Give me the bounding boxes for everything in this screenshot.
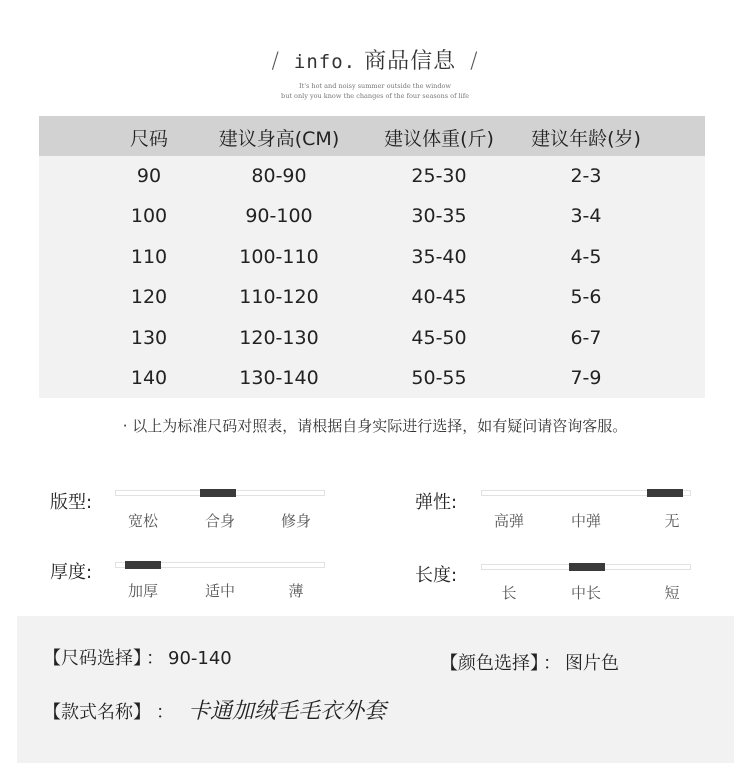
row-weight: 40-45 <box>411 286 467 308</box>
size-table-header <box>39 116 705 156</box>
info-style-value: 卡通加绒毛毛衣外套 <box>188 699 387 724</box>
info-color <box>440 649 619 675</box>
attr-fit-marker <box>200 489 236 497</box>
row-age: 3-4 <box>570 205 602 227</box>
header-cell-size: 尺码 <box>129 128 168 150</box>
attr-thickness-option: 适中 <box>204 582 235 600</box>
row-size: 120 <box>130 286 168 308</box>
subtitle-line-1: It's hot and noisy summer outside the window <box>299 82 451 90</box>
attr-length-option: 中长 <box>570 584 601 602</box>
info-color-label: 【颜色选择】 <box>440 653 539 674</box>
row-height: 80-90 <box>251 165 307 187</box>
attr-elasticity-marker <box>647 489 683 497</box>
row-age: 2-3 <box>570 165 602 187</box>
info-style <box>43 694 386 725</box>
attr-elasticity-option: 无 <box>664 512 680 530</box>
attr-length-option: 短 <box>664 584 680 602</box>
row-age: 7-9 <box>570 367 602 389</box>
attr-elasticity-option: 高弹 <box>493 512 524 530</box>
attr-elasticity-option: 中弹 <box>570 512 601 530</box>
title-slash-left: / <box>271 49 280 74</box>
row-size: 130 <box>130 327 168 349</box>
info-style-colon: ： <box>156 702 174 723</box>
row-height: 130-140 <box>239 367 319 389</box>
row-weight: 30-35 <box>411 205 467 227</box>
title-cn: 商品信息 <box>364 49 457 74</box>
attr-elasticity-label: 弹性: <box>415 492 458 513</box>
product-info-box <box>17 616 734 763</box>
row-size: 110 <box>130 246 168 268</box>
attr-length-option: 长 <box>501 584 517 602</box>
row-size: 90 <box>136 165 162 187</box>
info-color-colon: ： <box>543 653 561 674</box>
row-height: 100-110 <box>239 246 319 268</box>
info-size-colon: ： <box>146 648 164 669</box>
title-en: info. <box>293 51 357 73</box>
row-weight: 35-40 <box>411 246 467 268</box>
attr-fit-option: 宽松 <box>127 512 158 530</box>
row-age: 5-6 <box>570 286 602 308</box>
info-style-label: 【款式名称】 <box>43 702 142 723</box>
attr-thickness-option: 薄 <box>288 582 304 600</box>
title-slash-right: / <box>470 49 479 74</box>
header-cell-weight: 建议体重(斤) <box>384 128 494 150</box>
header-cell-height: 建议身高(CM) <box>218 128 340 150</box>
info-size-label: 【尺码选择】 <box>43 648 142 669</box>
info-size-value: 90-140 <box>168 648 232 669</box>
attr-thickness-option: 加厚 <box>127 582 158 600</box>
size-table <box>39 116 705 398</box>
row-age: 4-5 <box>570 246 602 268</box>
row-weight: 45-50 <box>411 327 467 349</box>
attr-fit-option: 合身 <box>204 512 235 530</box>
subtitle <box>0 81 750 101</box>
row-height: 120-130 <box>239 327 319 349</box>
row-size: 140 <box>130 367 168 389</box>
section-title <box>0 44 750 75</box>
row-height: 90-100 <box>245 205 313 227</box>
row-weight: 50-55 <box>411 367 467 389</box>
header <box>0 44 750 101</box>
row-weight: 25-30 <box>411 165 467 187</box>
row-size: 100 <box>130 205 168 227</box>
row-age: 6-7 <box>570 327 602 349</box>
attr-thickness-label: 厚度: <box>50 562 93 583</box>
size-note: · 以上为标准尺码对照表，请根据自身实际进行选择，如有疑问请咨询客服。 <box>122 417 628 435</box>
attr-fit-option: 修身 <box>280 512 311 530</box>
attr-fit-label: 版型: <box>50 492 93 513</box>
row-height: 110-120 <box>239 286 319 308</box>
info-size <box>43 644 232 670</box>
attr-length-label: 长度: <box>415 565 458 586</box>
attr-length-marker <box>569 563 605 571</box>
info-color-value: 图片色 <box>565 653 619 674</box>
attr-thickness-marker <box>125 561 161 569</box>
subtitle-line-2: but only you know the changes of the four seasons of life <box>281 92 469 100</box>
header-cell-age: 建议年龄(岁) <box>531 128 641 150</box>
